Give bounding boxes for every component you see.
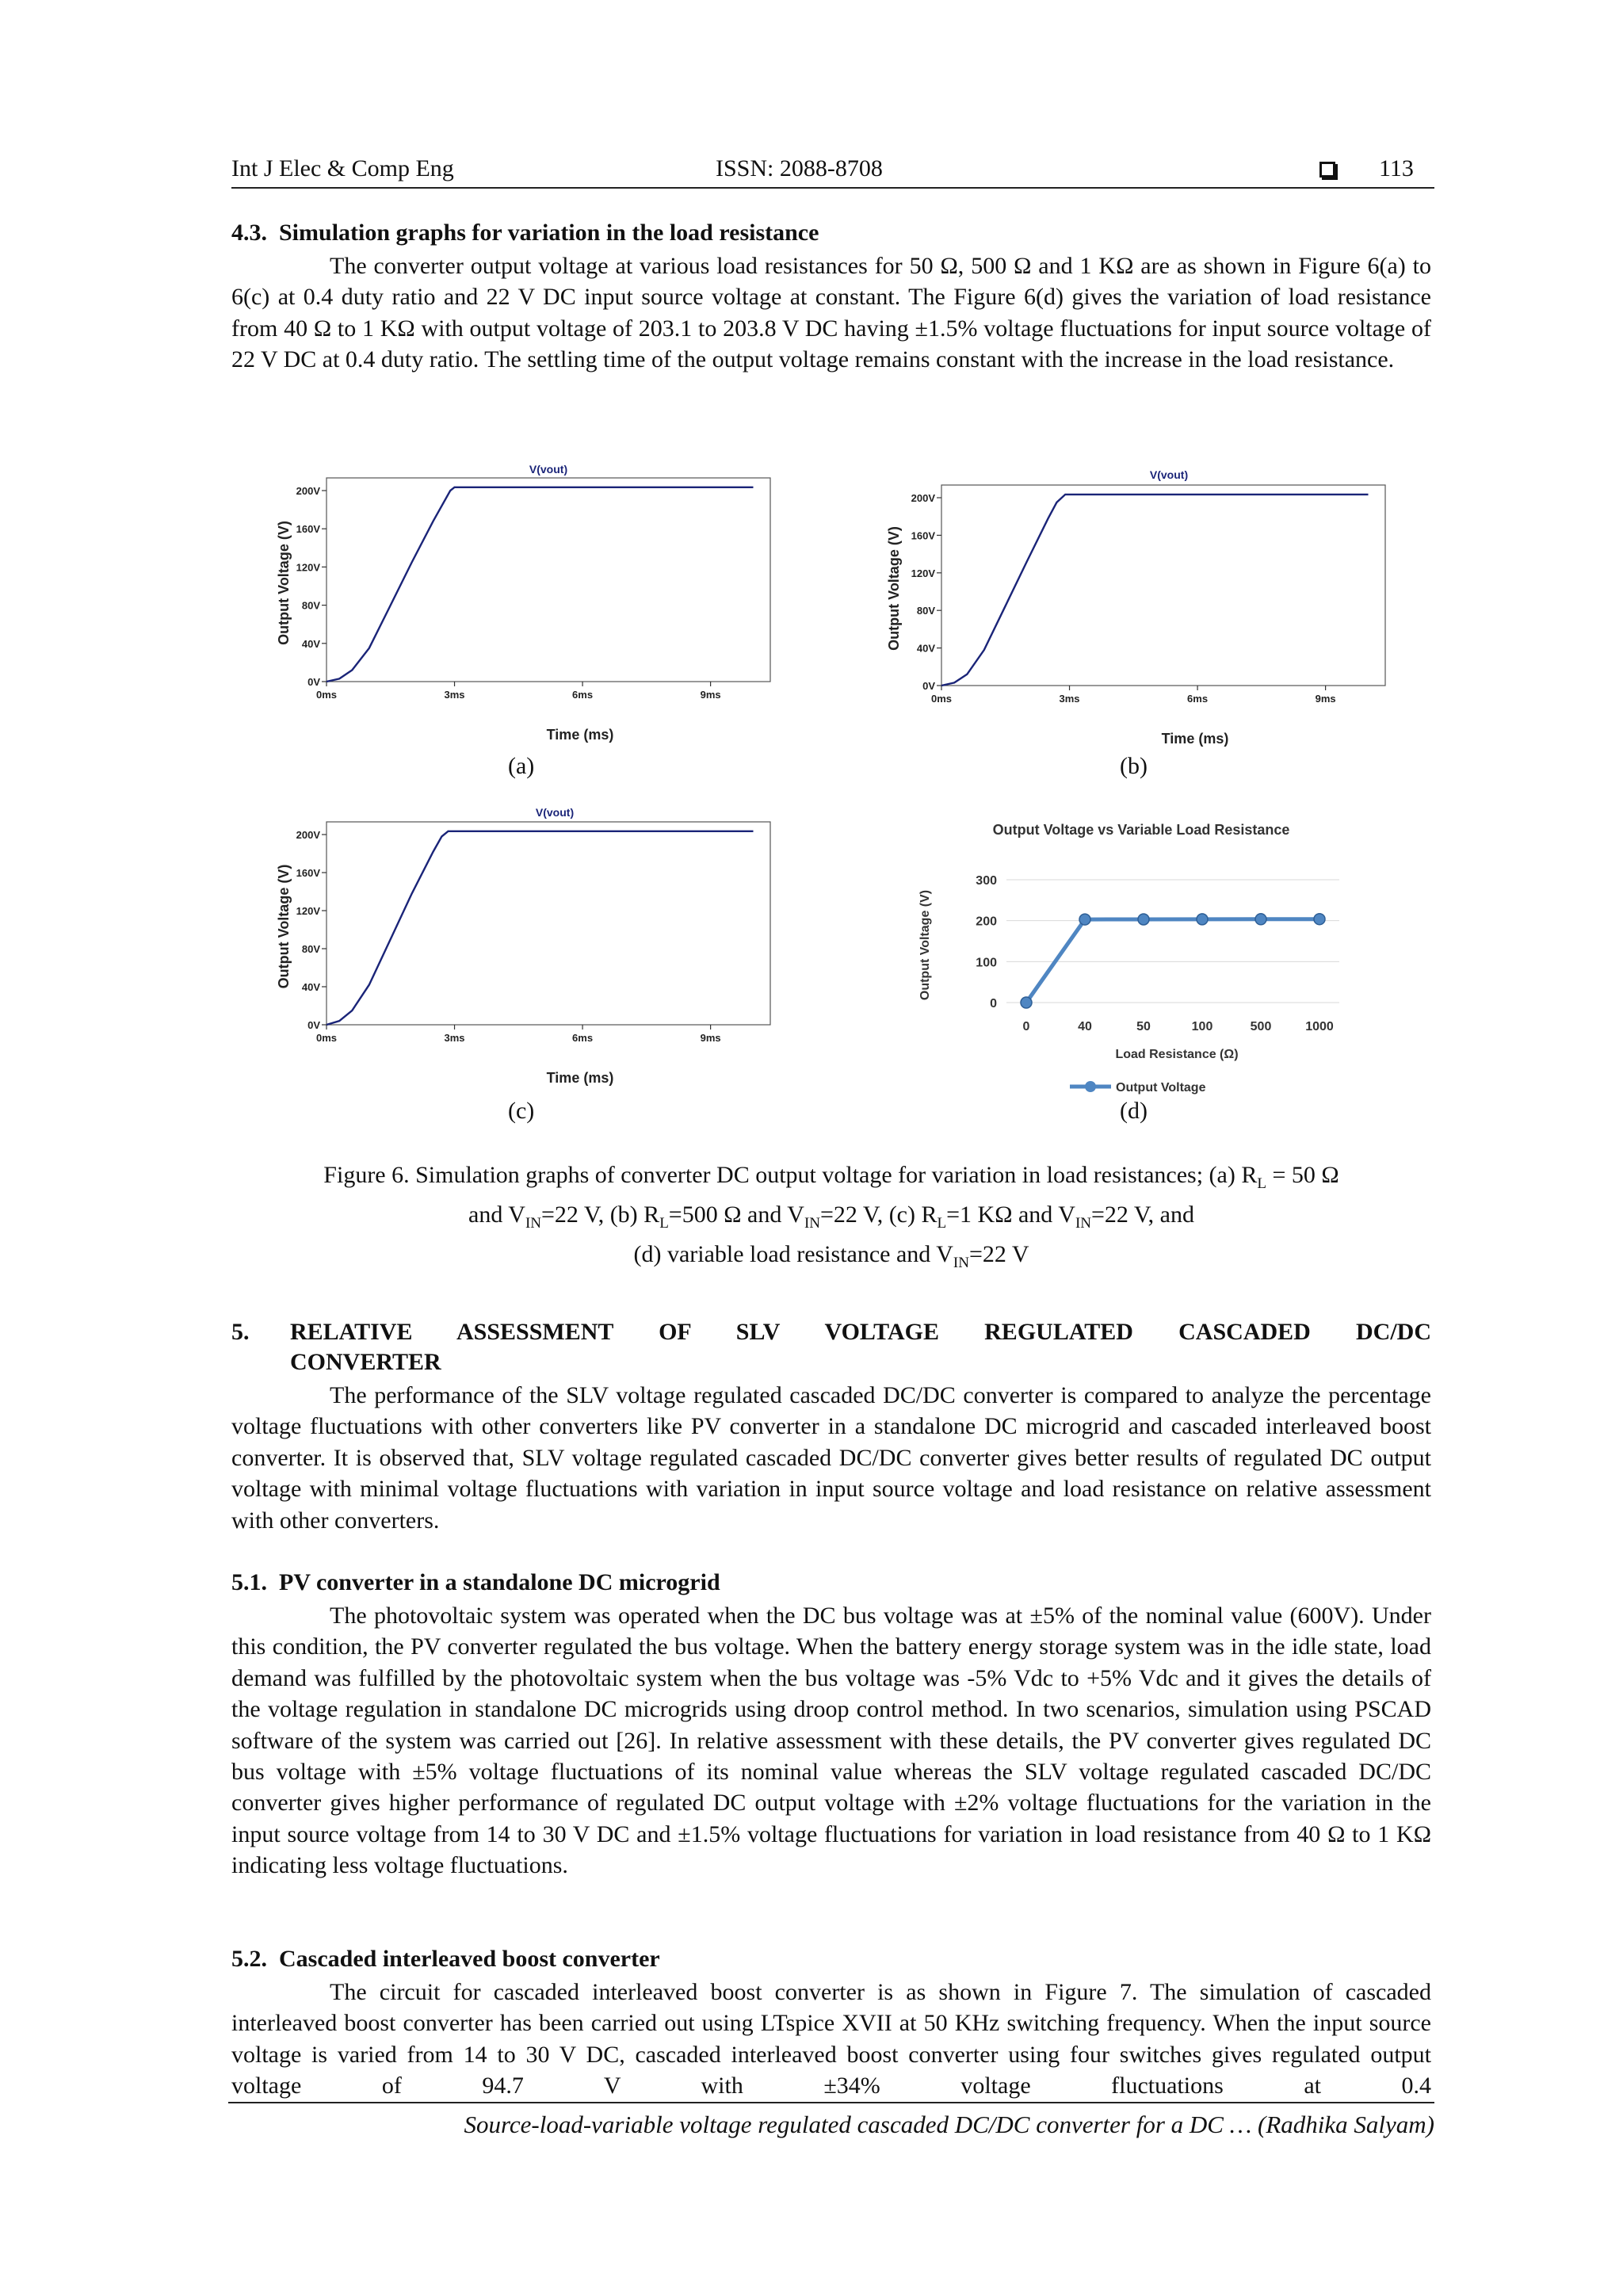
x-tick-label: 3ms <box>444 689 465 701</box>
x-axis-label: Time (ms) <box>546 727 614 743</box>
figure-6a-plot <box>269 456 777 757</box>
caption-line-3: (d) variable load resistance and $V_{IN}=22$ V <box>633 1241 1029 1271</box>
caption-line-2: and $V_{IN}=22$ V, (b) $R_L=500$ Ω and $V_{IN}=22$ V, (c) $R_L=1$ KΩ and $V_{IN}=22$ V, and <box>468 1201 1194 1232</box>
x-axis-label: Time (ms) <box>1161 731 1229 747</box>
x-tick-label: 500 <box>1250 1020 1272 1033</box>
legend-label: Output Voltage <box>1116 1081 1206 1095</box>
x-tick-label: 50 <box>1136 1020 1151 1033</box>
y-tick-label: 40V <box>916 642 935 655</box>
page-number: 113 <box>1379 155 1414 181</box>
figure-6c-plot <box>269 799 777 1100</box>
y-axis-label: Output Voltage (V) <box>886 526 902 651</box>
header-rule <box>231 187 1434 189</box>
y-tick-label: 200V <box>911 492 935 504</box>
section-5-2-text <box>231 1977 1431 2102</box>
section-4-3-text <box>231 250 1431 376</box>
x-tick-label: 6ms <box>572 689 594 701</box>
series-line <box>1026 919 1319 1003</box>
y-tick-label: 300 <box>976 874 997 888</box>
y-tick-label: 120V <box>911 567 935 579</box>
y-tick-label: 200V <box>296 829 320 841</box>
chart-title: Output Voltage vs Variable Load Resistance <box>992 822 1290 838</box>
figure-6d-chart <box>911 804 1355 1106</box>
data-point <box>1138 914 1149 925</box>
data-point <box>1197 914 1208 925</box>
x-tick-label: 1000 <box>1305 1020 1334 1033</box>
section-5-number: 5. <box>231 1319 250 1345</box>
y-tick-label: 80V <box>301 599 320 612</box>
x-tick-label: 9ms <box>700 1032 721 1044</box>
plot-title: V(vout) <box>529 463 568 476</box>
x-tick-label: 9ms <box>1315 693 1336 705</box>
y-tick-label: 100 <box>976 956 997 970</box>
x-axis-label: Time (ms) <box>546 1070 614 1086</box>
plot-frame <box>941 485 1385 686</box>
section-5-1-paragraph: The photovoltaic system was operated when the DC bus voltage was at ±5% of the nominal value (600V). Under this condition, the PV converter regulated the bus voltage. When the battery energy storage system was in the idle state, load demand was fulfilled by the photovoltaic system when the bus voltage was -5% Vdc to +5% Vdc and it gives the details of the voltage regulation in standalone DC microgrids using droop control method. In two scenarios, simulation using PSCAD software of the system was carried out [26]. In relative assessment with these details, the PV converter gives regulated DC bus voltage with ±5% voltage fluctuations of its nominal value whereas the SLV voltage regulated cascaded DC/DC converter gives higher performance of regulated DC output voltage with ±2% voltage fluctuations for the variation in the input source voltage from 14 to 30 V DC and ±1.5% voltage fluctuations for variation in load resistance from 40 Ω to 1 KΩ indicating less voltage fluctuations. <box>231 1603 1431 1879</box>
y-tick-label: 40V <box>301 981 320 993</box>
data-point <box>1314 914 1325 925</box>
section-5-1-heading: 5.1. PV converter in a standalone DC microgrid <box>231 1569 720 1595</box>
figure-6b-label: (b) <box>1120 753 1148 779</box>
y-tick-label: 0 <box>990 997 997 1010</box>
section-5-heading-line-2: CONVERTER <box>290 1349 441 1375</box>
x-tick-label: 0ms <box>315 689 338 701</box>
y-tick-label: 80V <box>916 605 935 617</box>
legend-swatch-marker <box>1085 1081 1096 1092</box>
y-tick-label: 0V <box>307 1019 320 1031</box>
y-tick-label: 160V <box>296 867 320 879</box>
vout-trace <box>327 487 754 682</box>
y-tick-label: 40V <box>301 637 320 650</box>
running-footer: Source-load-variable voltage regulated cascaded DC/DC converter for a DC … (Radhika Salyam) <box>464 2111 1434 2138</box>
section-5-2-paragraph: The circuit for cascaded interleaved boost converter is as shown in Figure 7. The simulation of cascaded interleaved boost converter has been carried out using LTspice XVII at 50 KHz switching frequency. When the input source voltage is varied from 14 to 30 V DC, cascaded interleaved boost converter using four switches gives regulated output voltage of 94.7 V with ±34% voltage fluctuations at 0.4 <box>231 1979 1431 2099</box>
y-axis-label: Output Voltage (V) <box>918 889 932 1001</box>
section-4-3-paragraph: The converter output voltage at various load resistances for 50 Ω, 500 Ω and 1 KΩ are as shown in Figure 6(a) to 6(c) at 0.4 duty ratio and 22 V DC input source voltage at constant. The Figure 6(d) gives the variation of load resistance from 40 Ω to 1 KΩ with output voltage of 203.1 to 203.8 V DC having ±1.5% voltage fluctuations for input source voltage of 22 V DC at 0.4 duty ratio. The settling time of the output voltage remains constant with the increase in the load resistance. <box>231 253 1431 373</box>
x-tick-label: 0ms <box>930 693 953 705</box>
figure-6a-label: (a) <box>508 753 535 779</box>
y-axis-label: Output Voltage (V) <box>276 521 292 645</box>
y-tick-label: 160V <box>911 529 935 542</box>
y-tick-label: 120V <box>296 905 320 917</box>
vout-trace <box>941 495 1369 686</box>
x-tick-label: 9ms <box>700 689 721 701</box>
x-tick-label: 3ms <box>1059 693 1080 705</box>
section-5-2-heading: 5.2. Cascaded interleaved boost converter <box>231 1946 660 1972</box>
figure-6d-label: (d) <box>1120 1098 1148 1124</box>
y-tick-label: 80V <box>301 943 320 955</box>
figure-6-caption <box>231 1159 1431 1278</box>
x-tick-label: 6ms <box>1187 693 1209 705</box>
x-tick-label: 3ms <box>444 1032 465 1044</box>
figure-6b-plot <box>880 461 1403 762</box>
y-tick-label: 200V <box>296 485 320 497</box>
y-tick-label: 200 <box>976 915 997 929</box>
y-axis-label: Output Voltage (V) <box>276 864 292 989</box>
vout-trace <box>327 831 754 1025</box>
section-5-text <box>231 1380 1431 1536</box>
data-point <box>1255 914 1266 925</box>
data-point <box>1079 914 1090 925</box>
x-axis-label: Load Resistance (Ω) <box>1115 1048 1239 1061</box>
figure-6c-label: (c) <box>508 1098 535 1124</box>
x-tick-label: 6ms <box>572 1032 594 1044</box>
section-5-paragraph: The performance of the SLV voltage regulated cascaded DC/DC converter is compared to analyze the percentage voltage fluctuations with other converters like PV converter in a standalone DC microgrid and cascaded interleaved boost converter. It is observed that, SLV voltage regulated cascaded DC/DC converter gives better results of regulated DC output voltage with minimal voltage fluctuations with variation in input source voltage and load resistance on relative assessment with other converters. <box>231 1382 1431 1534</box>
x-tick-label: 40 <box>1078 1020 1092 1033</box>
x-tick-label: 0ms <box>315 1032 338 1044</box>
plot-title: V(vout) <box>535 806 575 819</box>
footer-rule <box>228 2102 1434 2103</box>
plot-frame <box>327 478 770 682</box>
plot-title: V(vout) <box>1149 468 1189 481</box>
section-4-3-heading: 4.3. Simulation graphs for variation in the load resistance <box>231 220 819 246</box>
box-icon <box>1319 162 1335 181</box>
plot-frame <box>327 822 770 1025</box>
caption-line-1: Figure 6. Simulation graphs of converter DC output voltage for variation in load resistances; (a) $R_L = 50$ Ω <box>323 1162 1339 1192</box>
y-tick-label: 0V <box>307 676 320 688</box>
x-tick-label: 0 <box>1022 1020 1030 1033</box>
y-tick-label: 160V <box>296 523 320 536</box>
issn: ISSN: 2088-8708 <box>716 155 883 181</box>
data-point <box>1021 997 1032 1008</box>
section-5-1-text <box>231 1600 1431 1881</box>
y-tick-label: 120V <box>296 561 320 574</box>
journal-name: Int J Elec & Comp Eng <box>231 155 454 181</box>
x-tick-label: 100 <box>1191 1020 1213 1033</box>
section-5-heading-line-1: RELATIVE ASSESSMENT OF SLV VOLTAGE REGULATED CASCADED DC/DC <box>290 1319 1431 1345</box>
y-tick-label: 0V <box>922 680 935 692</box>
